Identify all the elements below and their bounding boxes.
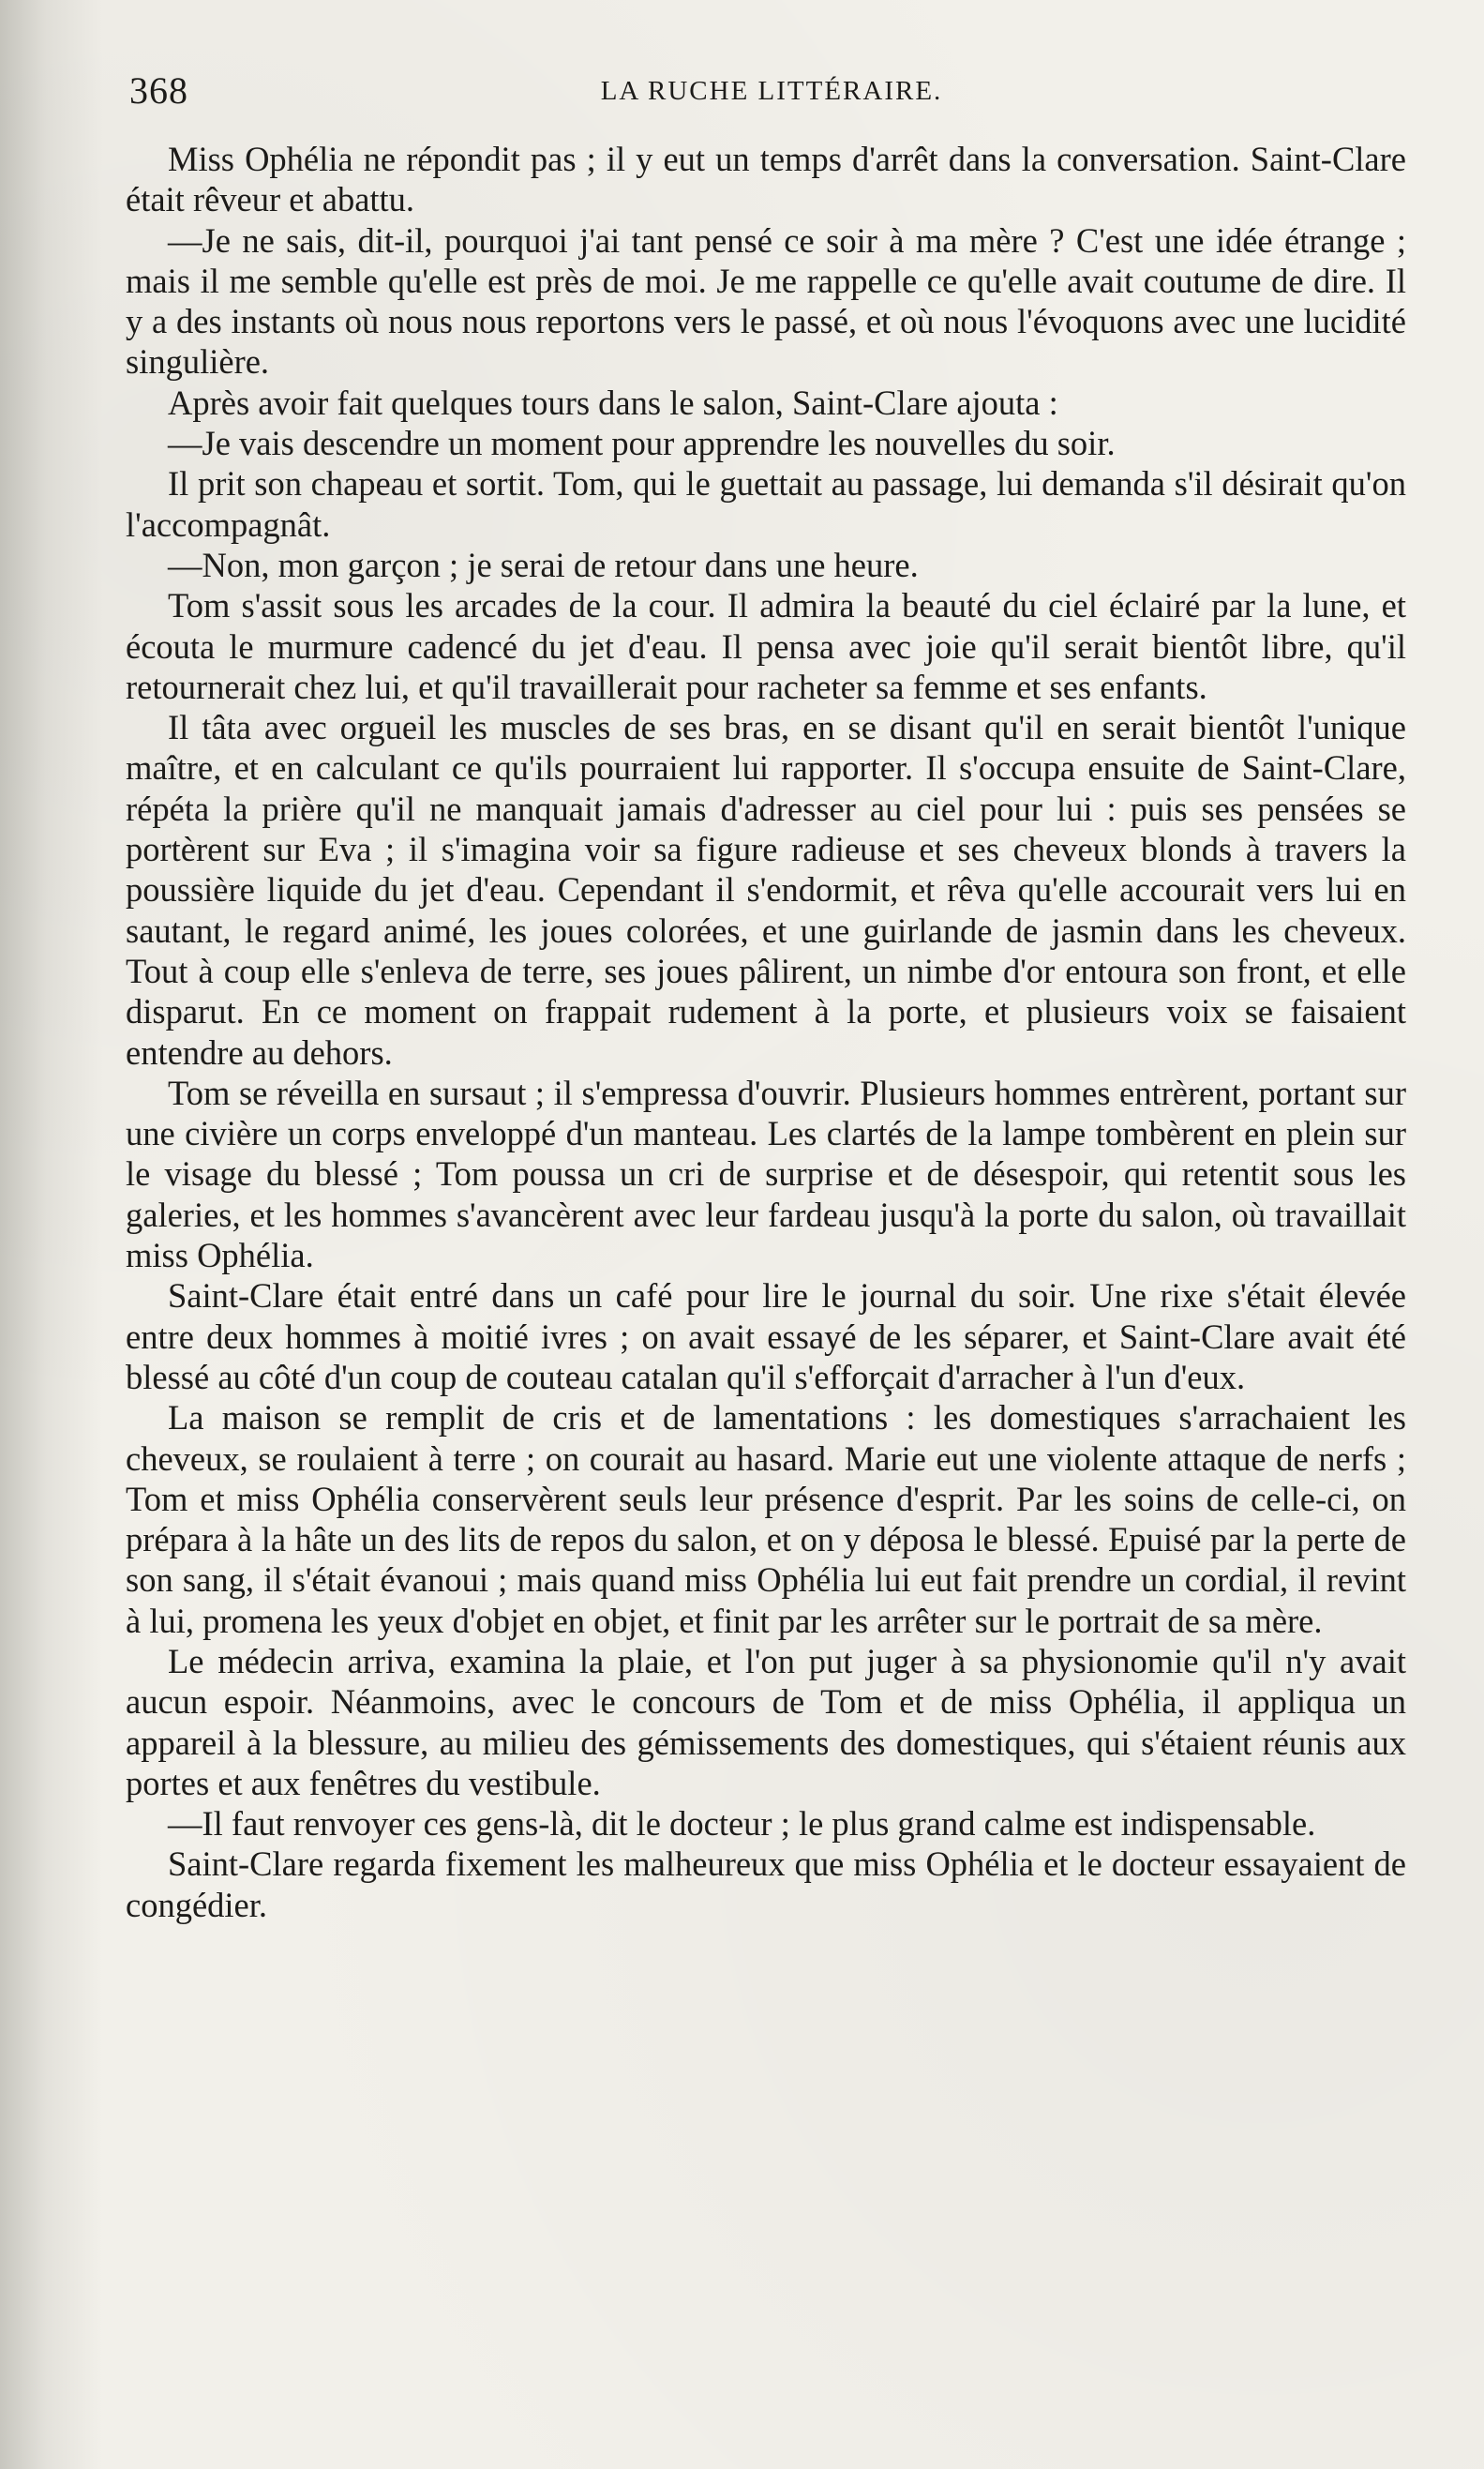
page-number: 368 <box>129 69 188 112</box>
running-title: LA RUCHE LITTÉRAIRE. <box>600 76 943 106</box>
body-text <box>126 139 1406 1925</box>
paragraph: —Je ne sais, dit-il, pourquoi j'ai tant pensé ce soir à ma mère ? C'est une idée étrange ; mais il me semble qu'elle est près de moi. Je me rappelle ce qu'elle avait coutume de dire. Il y a des instants où nous nous reportons vers le passé, et où nous l'évoquons avec une lucidité singulière. <box>126 220 1406 382</box>
paragraph: Tom se réveilla en sursaut ; il s'empressa d'ouvrir. Plusieurs hommes entrèrent, portant sur une civière un corps enveloppé d'un manteau. Les clartés de la lampe tombèrent en plein sur le visage du blessé ; Tom poussa un cri de surprise et de désespoir, qui retentit sous les galeries, et les hommes s'avancèrent avec leur fardeau jusqu'à la porte du salon, où travaillait miss Ophélia. <box>126 1073 1406 1275</box>
paragraph: Saint-Clare était entré dans un café pour lire le journal du soir. Une rixe s'était élevée entre deux hommes à moitié ivres ; on avait essayé de les séparer, et Saint-Clare avait été blessé au côté d'un coup de couteau catalan qu'il s'efforçait d'arracher à l'un d'eux. <box>126 1276 1406 1396</box>
paragraph: Après avoir fait quelques tours dans le salon, Saint-Clare ajouta : <box>168 383 1058 422</box>
paragraph: Miss Ophélia ne répondit pas ; il y eut un temps d'arrêt dans la conversation. Saint-Clare était rêveur et abattu. <box>126 140 1406 219</box>
paragraph: Saint-Clare regarda fixement les malheureux que miss Ophélia et le docteur essayaient de congédier. <box>126 1844 1406 1924</box>
paragraph: Il tâta avec orgueil les muscles de ses bras, en se disant qu'il en serait bientôt l'unique maître, et en calculant ce qu'ils pourraient lui rapporter. Il s'occupa ensuite de Saint-Clare, répéta la prière qu'il ne manquait jamais d'adresser au ciel pour lui : puis ses pensées se portèrent sur Eva ; il s'imagina voir sa figure radieuse et ses cheveux blonds à travers la poussière liquide du jet d'eau. Cependant il s'endormit, et rêva qu'elle accourait vers lui en sautant, le regard animé, les joues colorées, et une guirlande de jasmin dans les cheveux. Tout à coup elle s'enleva de terre, ses joues pâlirent, un nimbe d'or entoura son front, et elle disparut. En ce moment on frappait rudement à la porte, et plusieurs voix se faisaient entendre au dehors. <box>126 708 1406 1072</box>
paragraph: Il prit son chapeau et sortit. Tom, qui le guettait au passage, lui demanda s'il désirait qu'on l'accompagnât. <box>126 464 1406 544</box>
paragraph: Tom s'assit sous les arcades de la cour. Il admira la beauté du ciel éclairé par la lune, et écouta le murmure cadencé du jet d'eau. Il pensa avec joie qu'il serait bientôt libre, qu'il retournerait chez lui, et qu'il travaillerait pour racheter sa femme et ses enfants. <box>126 586 1406 706</box>
paragraph: —Je vais descendre un moment pour apprendre les nouvelles du soir. <box>168 424 1116 463</box>
paragraph: Le médecin arriva, examina la plaie, et l'on put juger à sa physionomie qu'il n'y avait aucun espoir. Néanmoins, avec le concours de Tom et de miss Ophélia, il appliqua un appareil à la blessure, au milieu des gémissements des domestiques, qui s'étaient réunis aux portes et aux fenêtres du vestibule. <box>126 1641 1406 1802</box>
page-gutter-shadow <box>0 0 103 2469</box>
paragraph: —Non, mon garçon ; je serai de retour dans une heure. <box>168 545 919 584</box>
page-header <box>129 58 1414 124</box>
paragraph: La maison se remplit de cris et de lamentations : les domestiques s'arrachaient les cheveux, se roulaient à terre ; on courait au hasard. Marie eut une violente attaque de nerfs ; Tom et miss Ophélia conservèrent seuls leur présence d'esprit. Par les soins de celle-ci, on prépara à la hâte un des lits de repos du salon, et on y déposa le blessé. Epuisé par la perte de son sang, il s'était évanoui ; mais quand miss Ophélia lui eut fait prendre un cordial, il revint à lui, promena les yeux d'objet en objet, et finit par les arrêter sur le portrait de sa mère. <box>126 1398 1406 1640</box>
paragraph: —Il faut renvoyer ces gens-là, dit le docteur ; le plus grand calme est indispensable. <box>168 1804 1316 1844</box>
